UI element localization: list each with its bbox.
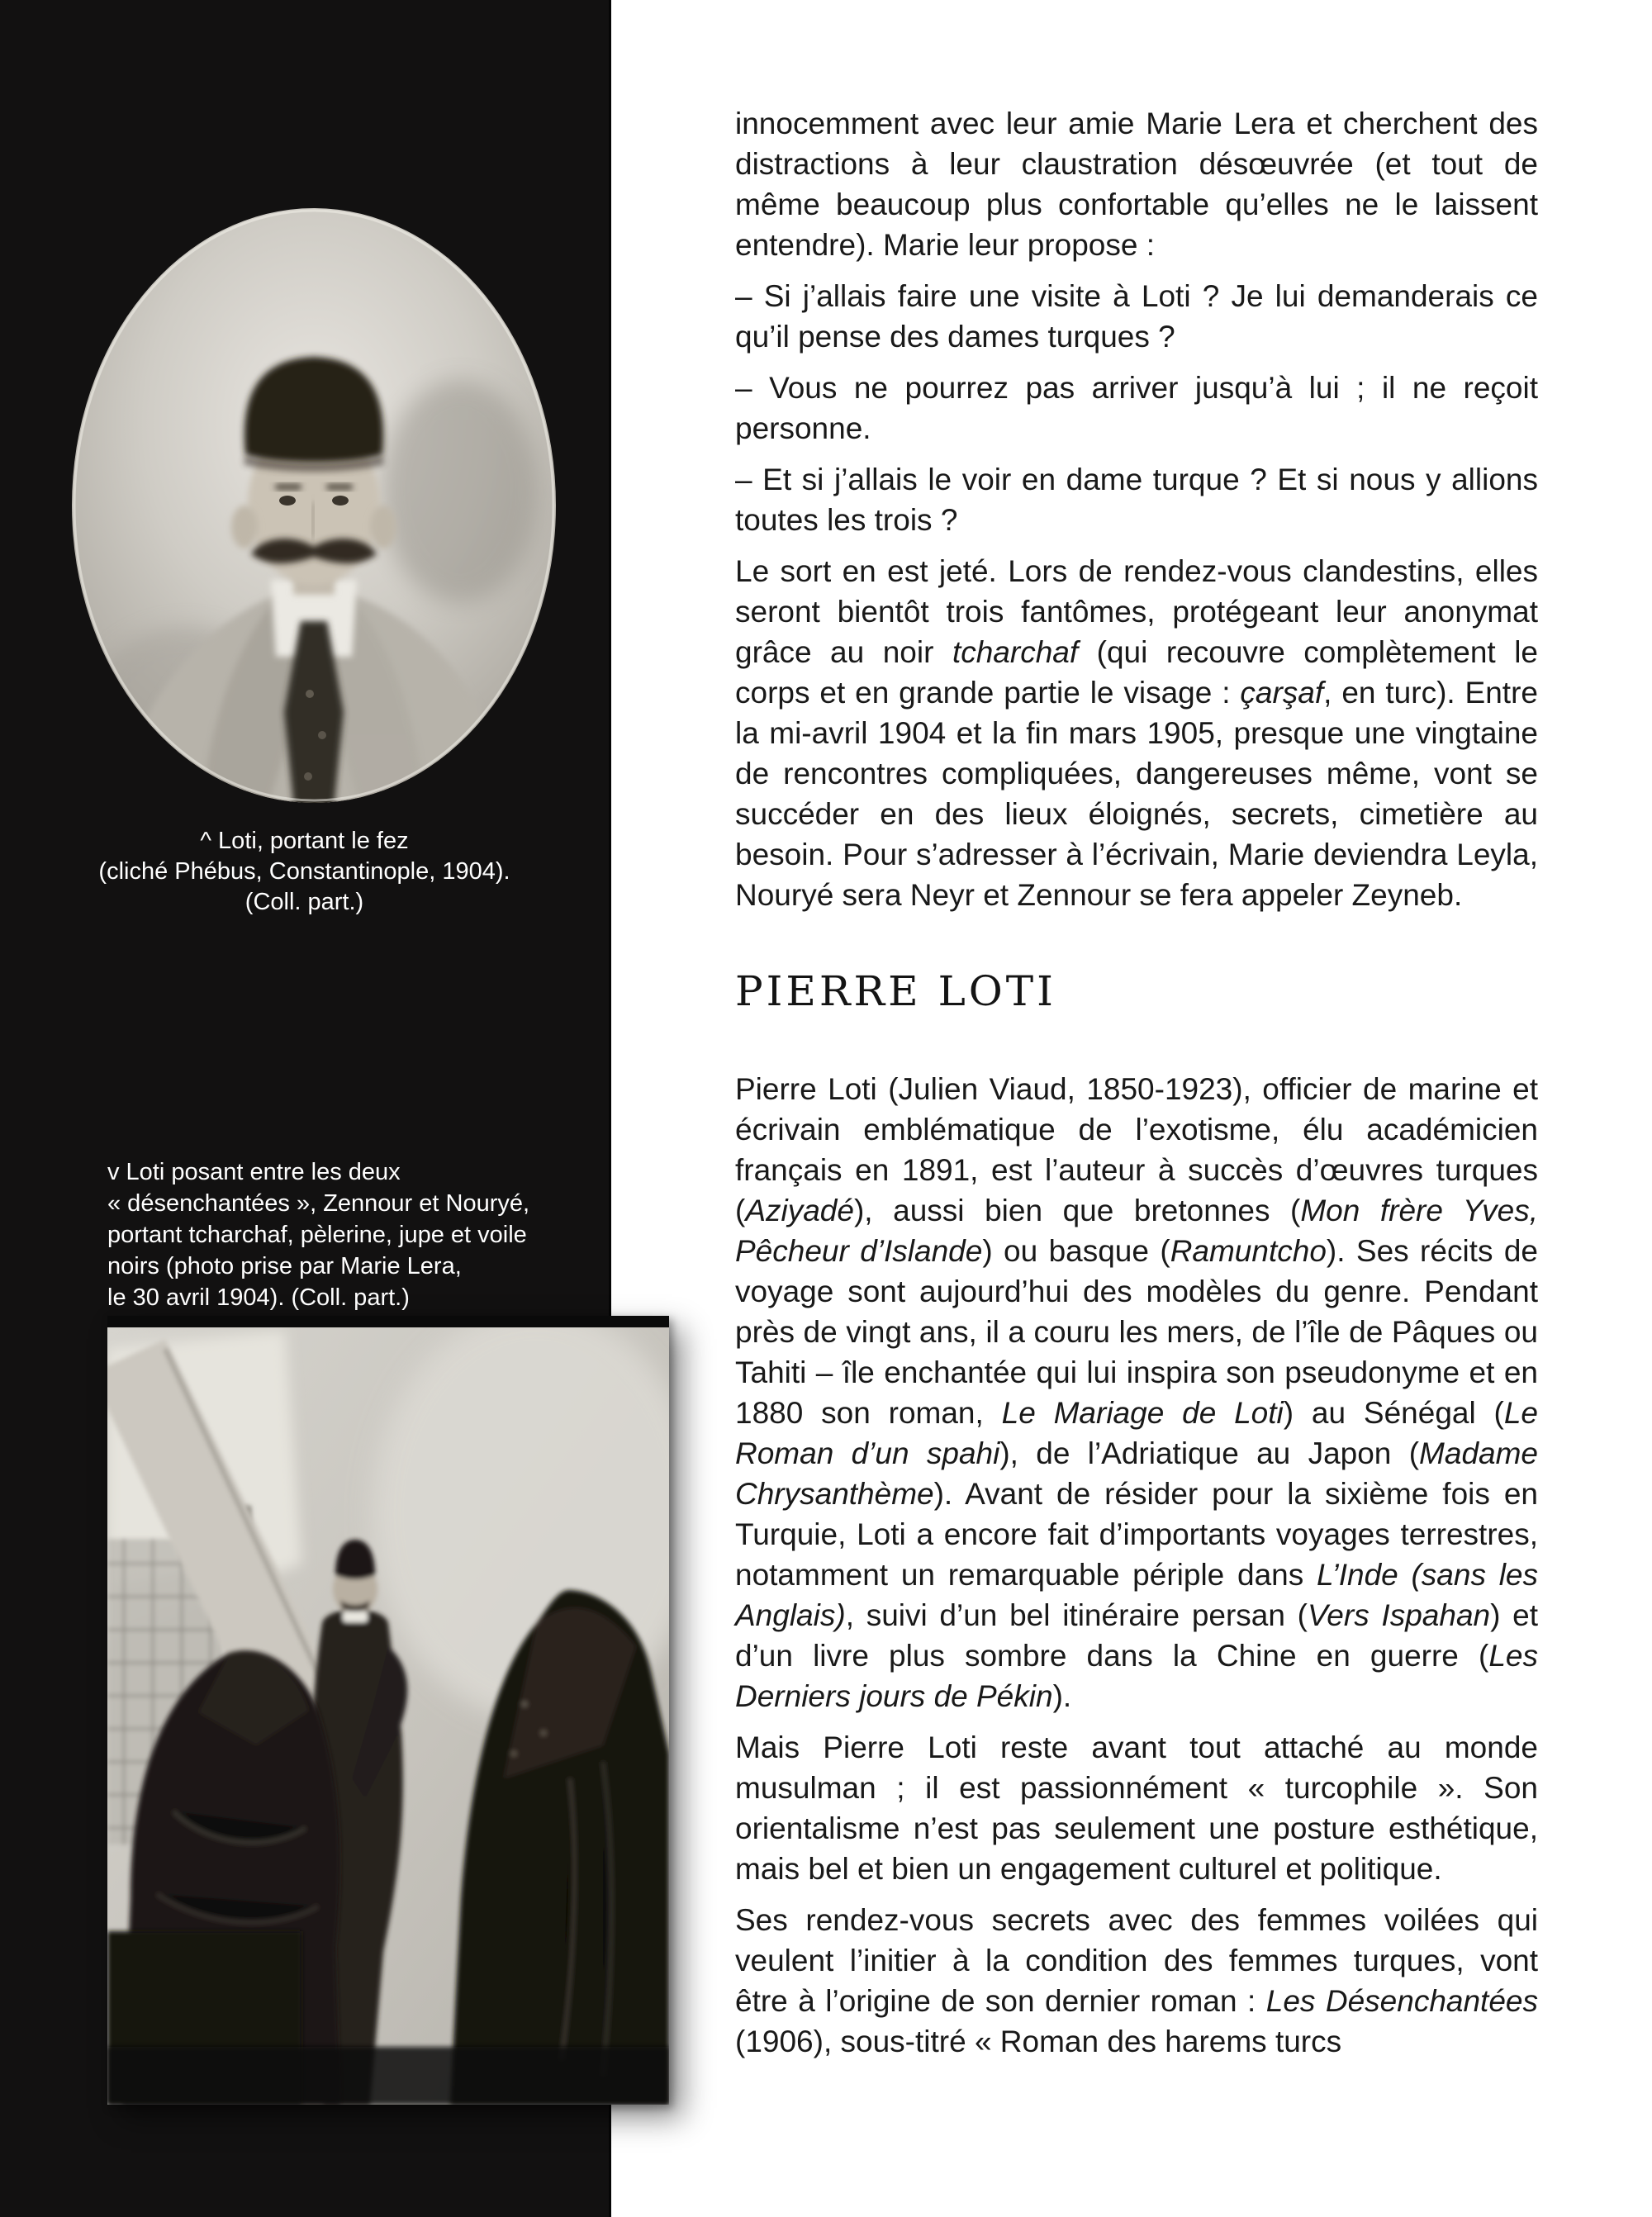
standing-photo [107,1316,669,2105]
caption-line: (Coll. part.) [244,889,364,915]
standing-photo-caption [107,1156,586,1313]
body-paragraph [735,1900,1538,2062]
italic-text: Les Derniers jours de Pékin [735,1639,1538,1713]
text-segment: (1906), sous-titré « Roman des harems turcs [735,2025,1342,2058]
body-paragraph [735,551,1538,915]
text-segment: – Si j’allais faire une visite à Loti ? Je lui demanderais ce qu’il pense des dames turques ? [735,279,1538,354]
standing-photo-illustration [107,1316,669,2105]
text-segment: Le sort en est jeté. Lors de rendez-vous clandestins, elles seront bientôt trois fantômes, protégeant leur anonymat grâce au noir [735,554,1538,669]
text-segment: Pierre Loti (Julien Viaud, 1850-1923), officier de marine et écrivain emblématique de l’exotisme, élu académicien français en 1891, est l’auteur à succès d’œuvres turques ( [735,1072,1538,1227]
article [735,103,1538,2062]
text-segment: – Vous ne pourrez pas arriver jusqu’à lui ; il ne reçoit personne. [735,371,1538,445]
text-segment: , suivi d’un bel itinéraire persan ( [845,1598,1308,1632]
text-segment: ), aussi bien que bretonnes ( [853,1194,1301,1227]
body-paragraph [735,103,1538,265]
section-heading-pierre-loti: PIERRE LOTI [735,967,1056,1015]
text-segment: ). Avant de résider pour la sixième fois en Turquie, Loti a encore fait d’importants voyages terrestres, notamment un remarquable périple dans [735,1477,1538,1592]
caption-line: « désenchantées », Zennour et Nouryé, [107,1190,530,1217]
text-segment: (qui recouvre complètement le corps et en grande partie le visage : [735,635,1538,710]
text-segment: ) au Sénégal ( [1283,1396,1504,1430]
text-segment: – Et si j’allais le voir en dame turque ? Et si nous y allions toutes les trois ? [735,463,1538,537]
text-segment: Ses rendez-vous secrets avec des femmes voilées qui veulent l’initier à la condition des femmes turques, vont être à l’origine de son dernier roman : [735,1903,1538,2018]
italic-text: Vers Ispahan [1308,1598,1491,1632]
text-segment: ). [1052,1679,1072,1713]
italic-text: çarşaf [1240,676,1324,710]
portrait-photo [70,207,558,805]
caption-line: v Loti posant entre les deux [107,1159,401,1185]
body-paragraph [735,368,1538,449]
text-segment: Mais Pierre Loti reste avant tout attaché au monde musulman ; il est passionnément « turcophile ». Son orientalisme n’est pas seulement une posture esthétique, mais bel et bien un engagement culturel et politique. [735,1730,1538,1886]
portrait-photo-illustration [70,207,558,805]
body-paragraph [735,1727,1538,1889]
body-paragraph [735,1069,1538,1716]
italic-text: Madame Chrysanthème [735,1436,1538,1511]
body-paragraph [735,276,1538,357]
text-segment: ) ou basque ( [982,1234,1170,1268]
body-paragraph [735,459,1538,540]
caption-line: le 30 avril 1904). (Coll. part.) [107,1284,410,1311]
text-segment: , en turc). Entre la mi-avril 1904 et la fin mars 1905, presque une vingtaine de rencontres compliquées, dangereuses même, vont se succéder en des lieux éloignés, secrets, cimetière au besoin. Pour s’adresser à l’écrivain, Marie deviendra Leyla, Nouryé sera Neyr et Zennour se fera appeler Zeyneb. [735,676,1538,912]
text-segment: ) et d’un livre plus sombre dans la Chine en guerre ( [735,1598,1538,1673]
italic-text: Aziyadé [745,1194,854,1227]
caption-line: portant tcharchaf, pèlerine, jupe et voile [107,1222,527,1248]
caption-line: (cliché Phébus, Constantinople, 1904). [98,858,510,885]
portrait-caption [0,826,609,918]
caption-line: ^ Loti, portant le fez [200,828,409,854]
caption-line: noirs (photo prise par Marie Lera, [107,1253,462,1279]
text-segment: ). Ses récits de voyage sont aujourd’hui des modèles du genre. Pendant près de vingt ans, il a couru les mers, de l’île de Pâques ou Tahiti – île enchantée qui lui inspira son pseudonyme et en 1880 son roman, [735,1234,1538,1430]
italic-text: L’Inde (sans les Anglais) [735,1558,1538,1632]
italic-text: Le Roman d’un spahi [735,1396,1538,1470]
italic-text: Ramuntcho [1170,1234,1327,1268]
text-segment: ), de l’Adriatique au Japon ( [999,1436,1420,1470]
italic-text: Le Mariage de Loti [1001,1396,1284,1430]
italic-text: Mon frère Yves, Pêcheur d’Islande [735,1194,1538,1268]
italic-text: tcharchaf [952,635,1079,669]
italic-text: Les Désenchantées [1265,1984,1538,2018]
text-segment: innocemment avec leur amie Marie Lera et cherchent des distractions à leur claustration désœuvrée (et tout de même beaucoup plus confortable qu’elles ne le laissent entendre). Marie leur propose : [735,107,1538,262]
